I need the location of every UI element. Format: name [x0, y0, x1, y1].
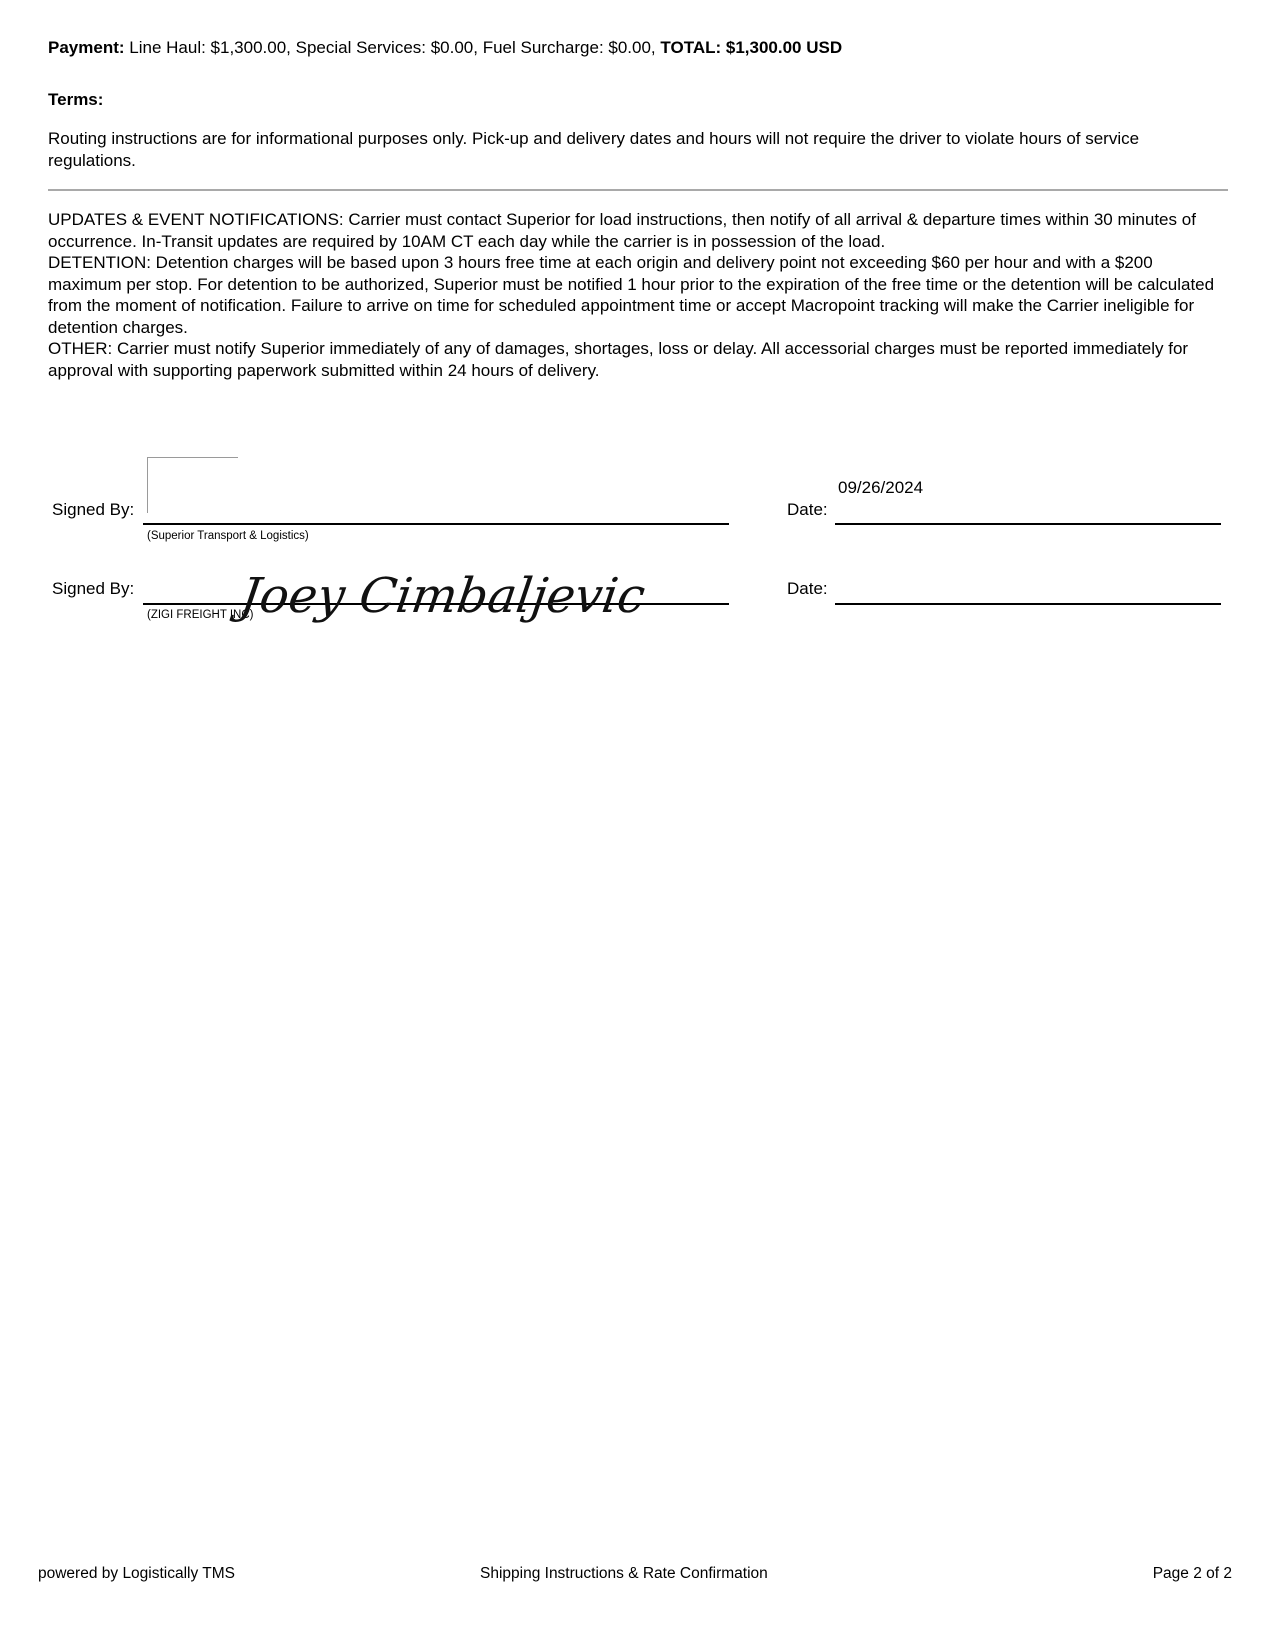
- section-divider: [48, 189, 1228, 191]
- notices-block: [48, 209, 1228, 381]
- payment-details: Line Haul: $1,300.00, Special Services: $0.00, Fuel Surcharge: $0.00,: [129, 38, 656, 57]
- footer-powered-by: powered by Logistically TMS: [38, 1565, 235, 1582]
- broker-date-line: [835, 523, 1221, 525]
- signature-box: [147, 457, 238, 513]
- terms-label: Terms:: [48, 90, 104, 109]
- broker-signed-by-label: Signed By:: [52, 500, 135, 519]
- carrier-date-label: Date:: [787, 579, 828, 598]
- footer-document-title: Shipping Instructions & Rate Confirmation: [480, 1565, 768, 1582]
- broker-date-label: Date:: [787, 500, 828, 519]
- routing-terms-paragraph: Routing instructions are for informational purposes only. Pick-up and delivery dates and hours will not require the driver to violate hours of service regulations.: [48, 129, 1140, 170]
- payment-line: [48, 38, 842, 58]
- broker-date-value: 09/26/2024: [838, 478, 924, 497]
- carrier-handwritten-signature: [237, 560, 649, 634]
- carrier-date-line: [835, 603, 1221, 605]
- payment-total: TOTAL: $1,300.00 USD: [660, 38, 843, 57]
- signature-text: Joey Cimbaljevic: [237, 568, 649, 624]
- footer-page-number: Page 2 of 2: [1152, 1565, 1232, 1582]
- other-notice: OTHER: Carrier must notify Superior immediately of any of damages, shortages, loss or delay. All accessorial charges must be reported immediately for approval with supporting paperwork submitted within 24 hours of delivery.: [48, 339, 1189, 380]
- broker-signature-line: [143, 523, 729, 525]
- broker-company: (Superior Transport & Logistics): [147, 530, 309, 542]
- updates-notice: UPDATES & EVENT NOTIFICATIONS: Carrier must contact Superior for load instructions, then notify of all arrival & departure times within 30 minutes of occurrence. In-Transit updates are required by 10AM CT each day while the carrier is in possession of the load.: [48, 210, 1196, 251]
- carrier-company: (ZIGI FREIGHT INC): [147, 609, 254, 621]
- payment-label: Payment:: [48, 38, 125, 57]
- detention-notice: DETENTION: Detention charges will be based upon 3 hours free time at each origin and delivery point not exceeding $60 per hour and with a $200 maximum per stop. For detention to be authorized, Superior must be notified 1 hour prior to the expiration of the free time or the detention will be calculated from the moment of notification. Failure to arrive on time for scheduled appointment time or accept Macropoint tracking will make the Carrier ineligible for detention charges.: [48, 253, 1215, 337]
- carrier-signed-by-label: Signed By:: [52, 579, 135, 598]
